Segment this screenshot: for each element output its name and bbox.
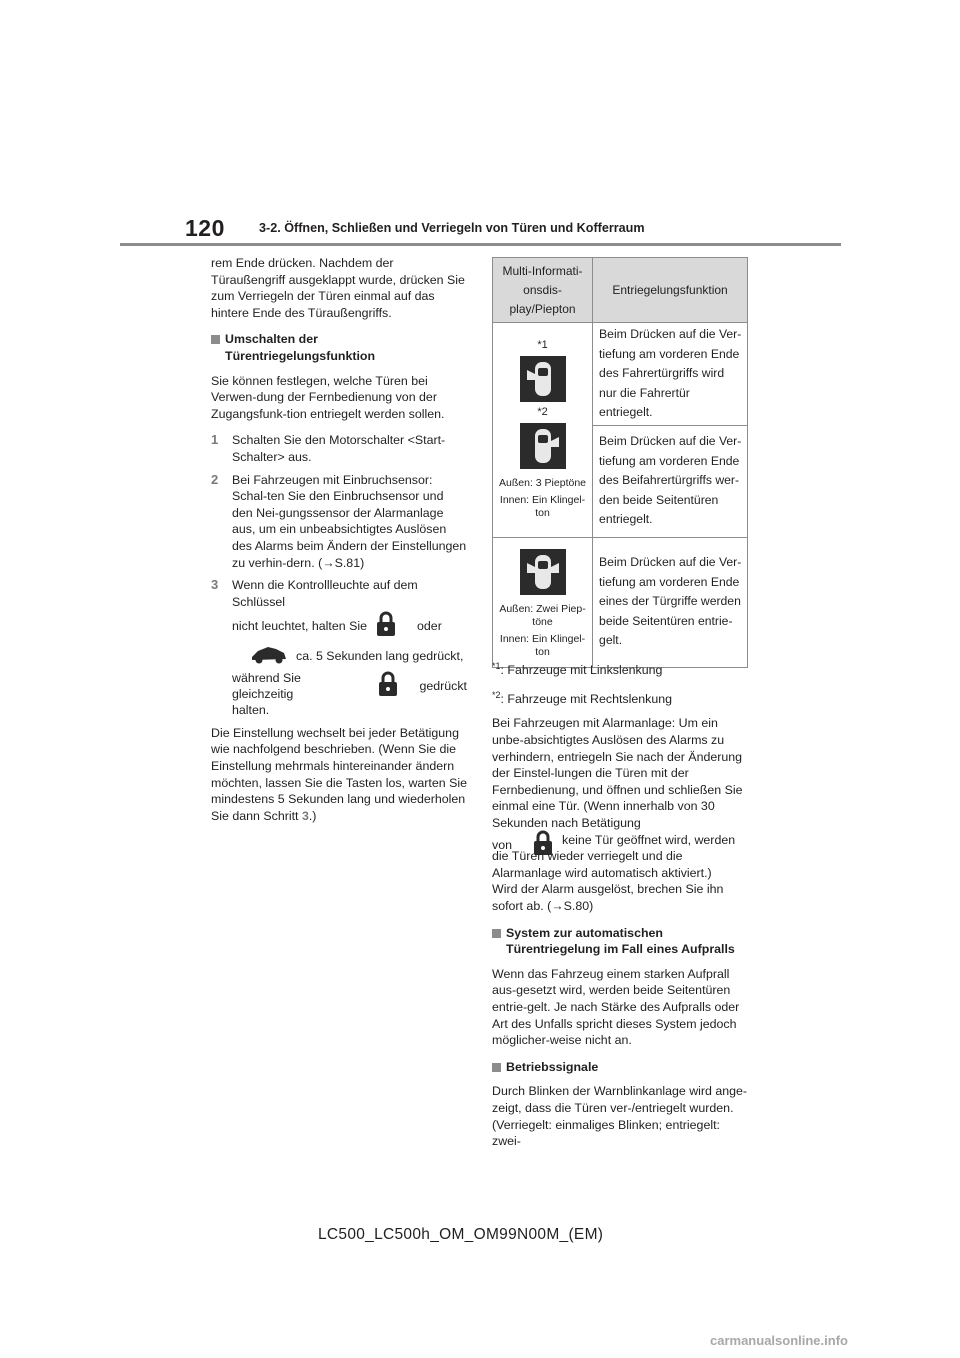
page-number: 120 <box>185 215 225 241</box>
car-driver-door-icon <box>520 356 566 402</box>
table-header-row <box>493 258 748 323</box>
watermark: carmanualsonline.info <box>710 1333 848 1348</box>
left-column <box>211 255 467 834</box>
square-bullet-icon <box>492 929 501 938</box>
lock-icon <box>377 671 399 702</box>
footnote-text: : Fahrzeuge mit Linkslenkung <box>500 663 663 678</box>
step-reference: 3 <box>301 808 309 823</box>
car-both-doors-icon <box>520 549 566 595</box>
footnote-text: : Fahrzeuge mit Rechtslenkung <box>500 691 673 706</box>
step-number: 3 <box>211 577 219 593</box>
step-number: 2 <box>211 471 219 487</box>
table-row <box>493 537 748 667</box>
step3-text-f: halten. <box>232 703 270 718</box>
alarm-rest: keine Tür geöffnet wird, werden die Türen wieder verriegelt und die Alarmanlage wird automatisch aktiviert.) <box>492 832 736 880</box>
right-column <box>492 658 748 1160</box>
para2-text: Die Einstellung wechselt bei jeder Betätigung wie nachfolgend beschrieben. (Wenn Sie die Einstellung mehrmals hintereinander ändern möchten, lassen Sie die Tasten los, warten Sie mindestens 5 Sekunden lang und wiederholen Sie dann Schritt <box>211 725 467 823</box>
alarm-von: von <box>492 838 512 853</box>
step3-text-b: oder <box>417 618 442 633</box>
step-2 <box>211 472 467 572</box>
step3-line <box>232 672 467 700</box>
intro-paragraph: rem Ende drücken. Nachdem der Türaußengriff ausgeklappt wurde, drücken Sie zum Verriegeln der Türen einmal auf das hintere Ende des Türaußengriffs. <box>211 256 465 320</box>
subheading-text: Umschalten der Türentriegelungsfunktion <box>225 332 376 363</box>
car-passenger-door-icon <box>520 423 566 469</box>
subheading-auto-unlock <box>492 925 748 958</box>
function-text: Beim Drücken auf die Ver-tiefung am vorderen Ende eines der Türgriffe werden beide Seitentüren entrie-gelt. <box>593 537 748 667</box>
footnote-2 <box>492 687 748 708</box>
step-text: Wenn die Kontrollleuchte auf dem Schlüssel <box>232 578 418 609</box>
step-text: Schalten Sie den Motorschalter <Start-Schalter> aus. <box>232 433 446 464</box>
table-row <box>493 323 748 426</box>
step-3 <box>211 577 467 719</box>
document-code: LC500_LC500h_OM_OM99N00M_(EM) <box>318 1226 604 1243</box>
step3-line <box>232 612 467 640</box>
signals-paragraph: Durch Blinken der Warnblinkanlage wird ange-zeigt, dass die Türen ver-/entriegelt wurden. (Verriegelt: einmaliges Blinken; entriegelt: zwei- <box>492 1084 748 1149</box>
alarm-paragraph: Bei Fahrzeugen mit Alarmanlage: Um ein unbe-absichtigtes Auslösen des Alarms zu verhindern, entriegeln Sie nach der Änderung der Einstel-lungen die Türen mit der Fernbedienung, und öffnen und schließen Sie einmal eine Tür. (Wenn innerhalb von 30 Sekunden nach Betätigung <box>492 716 743 830</box>
footnote-mark: *2 <box>492 689 501 700</box>
unlock-intro-paragraph: Sie können festlegen, welche Türen bei Verwen-dung der Fernbedienung von der Zugangsfunk-tion entriegelt werden sollen. <box>211 373 445 421</box>
function-text: Beim Drücken auf die Ver-tiefung am vorderen Ende des Beifahrertürgriffs wer-den beide Seitentüren entriegelt. <box>593 425 748 537</box>
step-text: Bei Fahrzeugen mit Einbruchsensor: Schal-ten Sie den Einbruchsensor und den Nei-gungssensor der Alarmanlage aus, um ein unbeabsichtigtes Auslösen des Alarms beim Ändern der Einstellungen zu verhin-dern. (→S.81) <box>232 472 467 570</box>
step3-text-d: während Sie gleichzeitig <box>232 670 301 702</box>
auto-unlock-paragraph: Wenn das Fahrzeug einem starken Aufprall aus-gesetzt wird, werden beide Seitentüren entrie-gelt. Je nach Stärke des Aufpralls oder Art des Unfalls spricht dieses System jedoch möglicher-weise nicht an. <box>492 966 740 1048</box>
footnote-mark: *1 <box>492 661 501 671</box>
subheading-signals <box>492 1059 748 1076</box>
step-1 <box>211 432 467 465</box>
table-header-display: Multi-Informati-onsdis-play/Piepton <box>493 258 593 323</box>
subheading-text: Betriebssignale <box>506 1059 599 1074</box>
car-trunk-icon <box>250 643 288 670</box>
section-title: 3-2. Öffnen, Schließen und Verriegeln von Türen und Kofferraum <box>259 221 645 235</box>
para2-end: .) <box>308 808 317 823</box>
footnote-mark: *2 <box>537 406 548 419</box>
step3-text-e: gedrückt <box>419 678 467 693</box>
setting-change-paragraph <box>211 725 467 825</box>
header-rule <box>120 243 841 246</box>
square-bullet-icon <box>492 1063 501 1072</box>
beep-caption-inside: Innen: Ein Klingel-ton <box>499 633 586 658</box>
footnote-1 <box>492 658 748 679</box>
step3-text-c: ca. 5 Sekunden lang gedrückt, <box>296 648 464 663</box>
subheading-unlock-function <box>211 331 467 364</box>
step3-line <box>232 642 467 670</box>
beep-caption-outside: Außen: Zwei Piep-töne <box>499 603 586 628</box>
beep-caption-outside: Außen: 3 Pieptöne <box>499 477 587 490</box>
square-bullet-icon <box>211 335 220 344</box>
footnote-mark: *1 <box>537 339 548 352</box>
subheading-text: System zur automatischen Türentriegelung im Fall eines Aufpralls <box>506 925 735 957</box>
alarm-cancel: Wird der Alarm ausgelöst, brechen Sie ihn sofort ab. (→S.80) <box>492 882 724 913</box>
step3-text-a: nicht leuchtet, halten Sie <box>232 618 368 633</box>
table-header-function: Entriegelungsfunktion <box>593 258 748 323</box>
step-number: 1 <box>211 432 219 448</box>
icon-cell <box>493 537 593 667</box>
icon-cell <box>493 323 593 538</box>
unlock-function-table <box>492 257 748 668</box>
lock-icon <box>375 611 397 642</box>
beep-caption-inside: Innen: Ein Klingel-ton <box>499 494 586 520</box>
function-text: Beim Drücken auf die Ver-tiefung am vorderen Ende des Fahrertürgriffs wird nur die Fahrertür entriegelt. <box>593 323 748 426</box>
